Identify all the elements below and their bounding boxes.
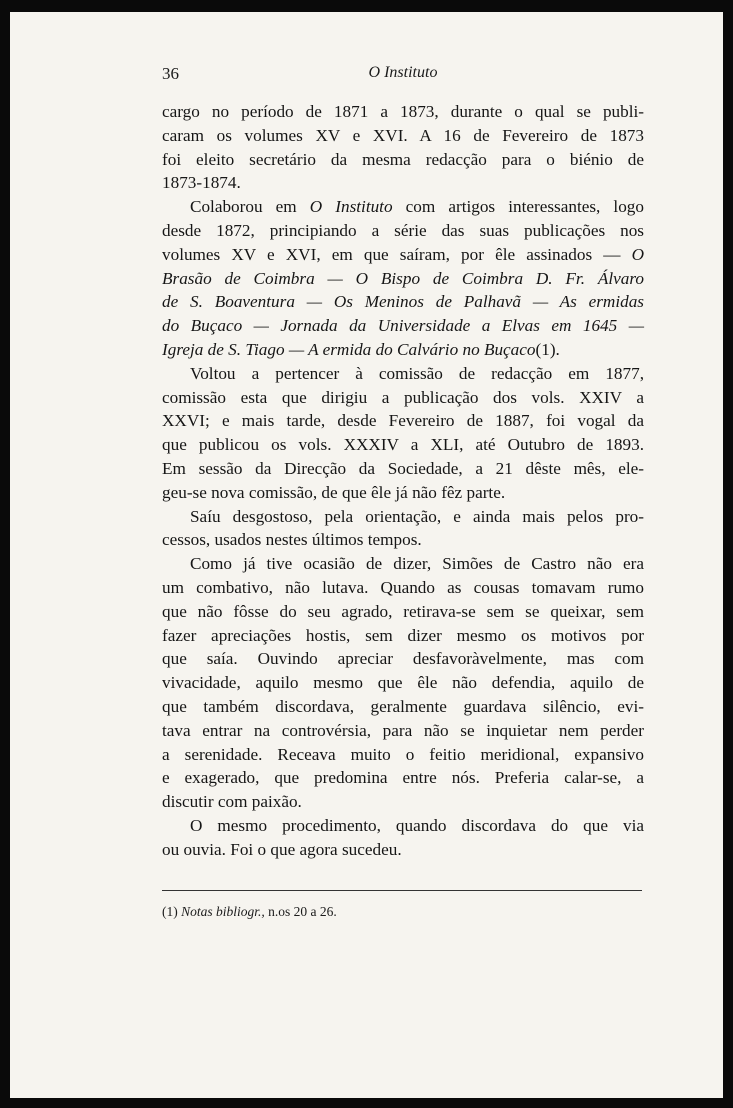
footnote-citation-rest: n.os 20 a 26. <box>264 904 337 919</box>
text-line: Como já tive ocasião de dizer, Simões de Castro não era <box>190 554 644 574</box>
text-line: que publicou os vols. XXXIV a XLI, até Outubro de 1893. <box>162 435 644 455</box>
text-line: vivacidade, aquilo mesmo que êle não defendia, aquilo de <box>162 673 644 693</box>
text-line: ou ouvia. Foi o que agora sucedeu. <box>162 839 402 859</box>
text-line: caram os volumes XV e XVI. A 16 de Fevereiro de 1873 <box>162 125 644 145</box>
text-line: XXVI; e mais tarde, desde Fevereiro de 1887, foi vogal da <box>162 411 644 431</box>
text-line: e exagerado, que predomina entre nós. Preferia calar-se, a <box>162 768 644 788</box>
text-line: que não fôsse do seu agrado, retirava-se sem se queixar, sem <box>162 601 644 621</box>
footnote-citation: Notas bibliogr., <box>181 904 265 919</box>
text-line <box>162 267 644 291</box>
text-line: um combativo, não lutava. Quando as cousas tomavam rumo <box>162 577 644 597</box>
text-line: Voltou a pertencer à comissão de redacção em 1877, <box>190 363 644 383</box>
footnote <box>162 904 642 920</box>
text-line <box>162 338 644 362</box>
text-line <box>162 290 644 314</box>
text-line: Saíu desgostoso, pela orientação, e ainda mais pelos pro- <box>190 506 644 526</box>
footnote-reference[interactable]: (1). <box>535 339 560 359</box>
text-segment-italic: Igreja de S. Tiago — A ermida do Calvário no Buçaco <box>162 339 536 359</box>
text-line <box>162 243 644 267</box>
text-segment-italic: de S. Boaventura — Os Meninos de Palhavã — As ermidas <box>162 292 644 312</box>
text-line: cargo no período de 1871 a 1873, durante o qual se publi- <box>162 102 644 121</box>
text-line: que saía. Ouvindo apreciar desfavoràvelmente, mas com <box>162 649 644 669</box>
page-header <box>162 56 644 86</box>
text-line: 1873-1874. <box>162 173 241 193</box>
text-segment-italic: Brasão de Coimbra — O Bispo de Coimbra D. Fr. Álvaro <box>162 268 644 288</box>
text-segment-italic: O <box>631 244 644 264</box>
text-segment: volumes XV e XVI, em que saíram, por êle assinados — <box>162 244 632 264</box>
text-line: comissão esta que dirigiu a publicação dos vols. XXIV a <box>162 387 644 407</box>
footnote-divider <box>162 890 642 891</box>
text-line: O mesmo procedimento, quando discordava do que via <box>190 815 644 835</box>
text-line: discutir com paixão. <box>162 792 302 812</box>
text-line: tava entrar na controvérsia, para não se inquietar nem perder <box>162 720 644 740</box>
text-line: foi eleito secretário da mesma redacção para o biénio de <box>162 149 644 169</box>
text-line: cessos, usados nestes últimos tempos. <box>162 530 422 550</box>
text-line: geu-se nova comissão, de que êle já não fêz parte. <box>162 482 506 502</box>
text-line: Em sessão da Direcção da Sociedade, a 21 dêste mês, ele- <box>162 458 644 478</box>
footnote-mark: (1) <box>162 904 178 919</box>
text-line <box>162 314 644 338</box>
running-title: O Instituto <box>368 64 438 81</box>
text-line: a serenidade. Receava muito o feitio meridional, expansivo <box>162 744 644 764</box>
text-line: desde 1872, principiando a série das suas publicações nos <box>162 220 644 240</box>
journal-title: O Instituto <box>309 197 393 217</box>
body-text <box>162 100 644 862</box>
text-segment: Colaborou em <box>190 197 310 217</box>
page-number: 36 <box>162 64 179 83</box>
text-line <box>162 195 644 219</box>
text-line: que também discordava, geralmente guardava silêncio, evi- <box>162 696 644 716</box>
text-segment-italic: do Buçaco — Jornada da Universidade a Elvas em 1645 — <box>162 316 644 336</box>
text-line: fazer apreciações hostis, sem dizer mesmo os motivos por <box>162 625 644 645</box>
text-segment: com artigos interessantes, logo <box>392 197 644 217</box>
